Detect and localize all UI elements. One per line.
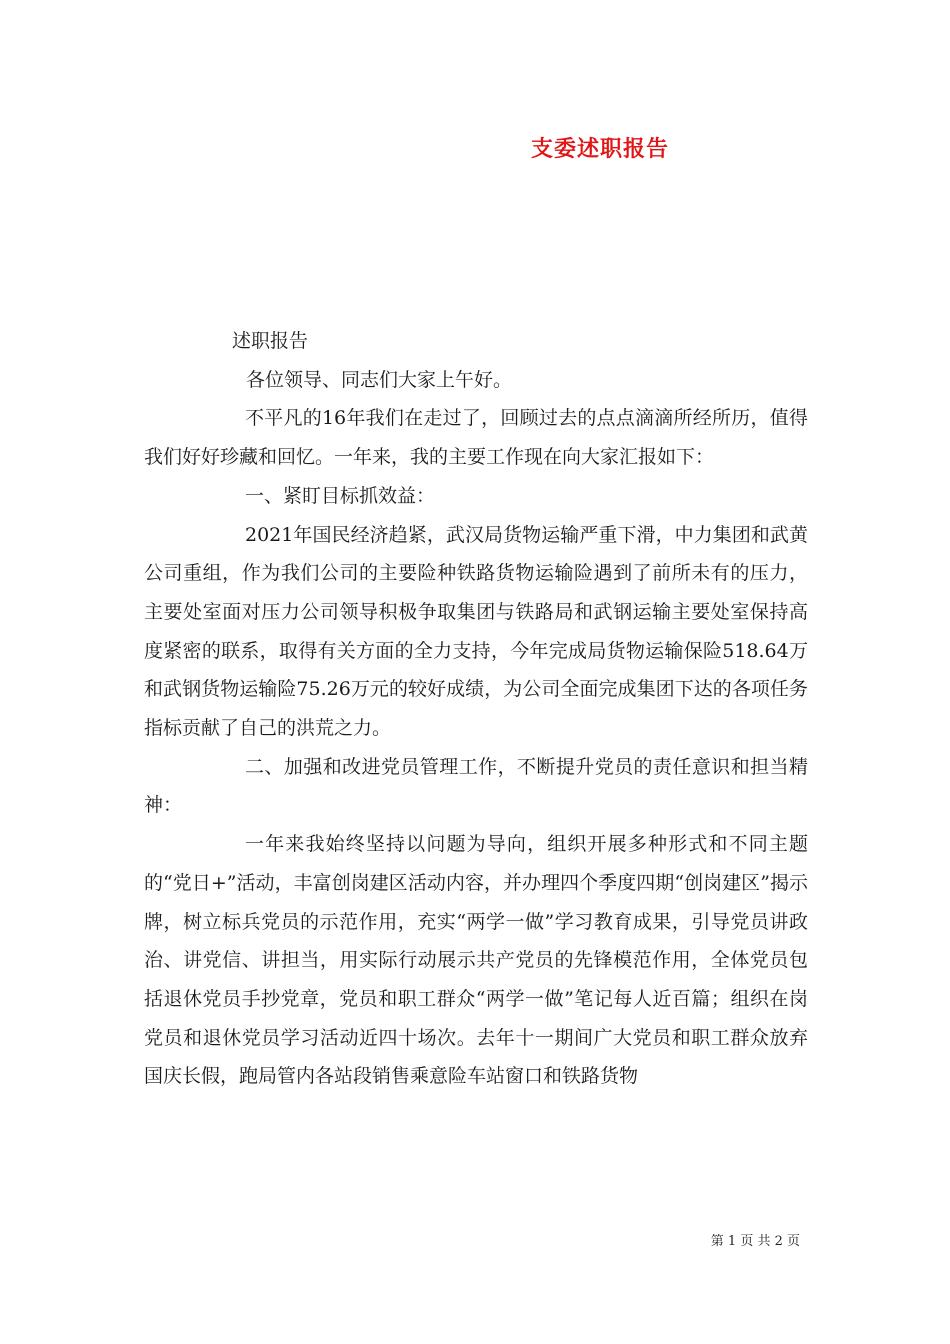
greeting: 各位领导、同志们大家上午好。 (246, 368, 513, 391)
section-heading-1: 一、紧盯目标抓效益： (245, 484, 436, 507)
paragraph-section-2: 一年来我始终坚持以问题为导向，组织开展多种形式和不同主题的“党日+”活动，丰富创岗建区活动内容，并办理四个季度四期“创岗建区”揭示牌，树立标兵党员的示范作用，充实“两学一做”学习教育成果，引导党员讲政治、讲党信、讲担当，用实际行动展示共产党员的先锋模范作用，全体党员包括退休党员手抄党章，党员和职工群众“两学一做”笔记每人近百篇；组织在岗党员和退休党员学习活动近四十场次。去年十一期间广大党员和职工群众放弃国庆长假，跑局管内各站段销售乘意险车站窗口和铁路货物 (144, 833, 808, 1088)
document-title: 支委述职报告 (530, 136, 669, 162)
page-number: 第 1 页 共 2 页 (710, 1234, 800, 1249)
paragraph-intro: 不平凡的16年我们在走过了，回顾过去的点点滴滴所经所历，值得我们好好珍藏和回忆。一年来，我的主要工作现在向大家汇报如下： (144, 407, 808, 469)
section-heading-2: 二、加强和改进党员管理工作，不断提升党员的责任意识和担当精神： (144, 755, 808, 817)
paragraph-section-1: 2021年国民经济趋紧，武汉局货物运输严重下滑，中力集团和武黄公司重组，作为我们公司的主要险种铁路货物运输险遇到了前所未有的压力，主要处室面对压力公司领导积极争取集团与铁路局和武钢运输主要处室保持高度紧密的联系，取得有关方面的全力支持，今年完成局货物运输保险518.64万和武钢货物运输险75.26万元的较好成绩，为公司全面完成集团下达的各项任务指标贡献了自己的洪荒之力。 (144, 523, 808, 740)
document-body (144, 322, 808, 1096)
report-subtitle: 述职报告 (232, 330, 309, 352)
